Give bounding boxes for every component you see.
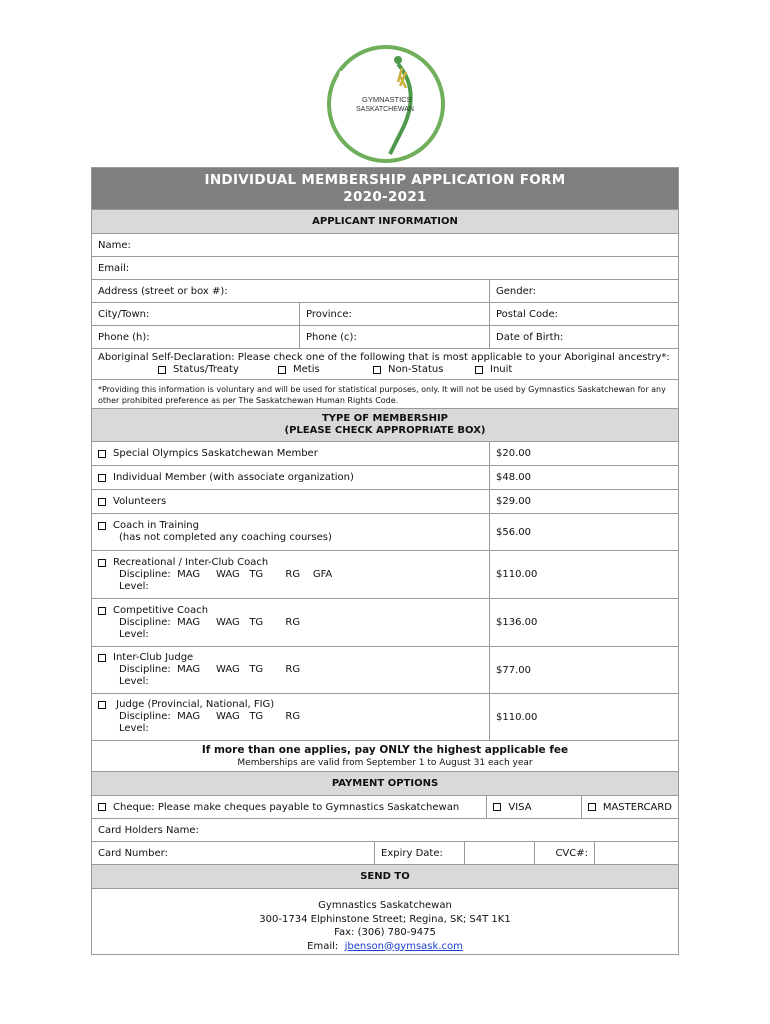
membership-option-label[interactable] bbox=[92, 694, 490, 740]
membership-header-line2: (PLEASE CHECK APPROPRIATE BOX) bbox=[284, 425, 486, 436]
membership-price: $48.00 bbox=[496, 472, 531, 483]
aboriginal-declaration bbox=[92, 349, 678, 379]
level-line[interactable]: Level: bbox=[119, 723, 149, 734]
option-text: Competitive Coach bbox=[113, 604, 209, 616]
logo-text-line1: GYMNASTICS bbox=[362, 95, 412, 104]
gender-field[interactable]: Gender: bbox=[496, 285, 537, 297]
membership-header-line1: TYPE OF MEMBERSHIP bbox=[321, 413, 449, 424]
option-text: Individual Member (with associate organization) bbox=[113, 472, 354, 483]
phone-cell-field[interactable]: Phone (c): bbox=[300, 326, 490, 348]
membership-option-label[interactable] bbox=[92, 551, 490, 598]
phone-row bbox=[92, 326, 678, 349]
membership-price: $110.00 bbox=[496, 711, 538, 723]
applicant-header-row bbox=[92, 210, 678, 234]
discipline-line[interactable]: Discipline: MAG WAG TG RG bbox=[119, 711, 301, 722]
checkbox-icon[interactable] bbox=[98, 522, 106, 530]
date-of-birth-field[interactable]: Date of Birth: bbox=[496, 331, 564, 343]
checkbox-icon[interactable] bbox=[98, 803, 106, 811]
checkbox-icon[interactable] bbox=[98, 607, 106, 615]
email-row[interactable] bbox=[92, 257, 678, 280]
form-title-block bbox=[92, 168, 678, 209]
membership-price: $110.00 bbox=[496, 569, 538, 580]
level-line[interactable]: Level: bbox=[119, 628, 149, 640]
discipline-line[interactable]: Discipline: MAG WAG TG RG bbox=[119, 664, 301, 675]
discipline-line[interactable]: Discipline: MAG WAG TG RG bbox=[119, 616, 301, 628]
city-field[interactable]: City/Town: bbox=[92, 303, 300, 325]
option-label: Inuit bbox=[490, 364, 513, 375]
level-line[interactable]: Level: bbox=[119, 676, 149, 687]
option-block bbox=[98, 652, 300, 688]
membership-option-label[interactable] bbox=[92, 514, 490, 550]
checkbox-icon[interactable] bbox=[98, 701, 106, 709]
title-row bbox=[92, 168, 678, 210]
option-text: Inter-Club Judge bbox=[113, 652, 194, 663]
checkbox-icon[interactable] bbox=[278, 366, 286, 374]
option-text: Special Olympics Saskatchewan Member bbox=[113, 448, 318, 459]
card-holder-row[interactable] bbox=[92, 819, 678, 842]
aboriginal-text: Aboriginal Self-Declaration: Please check one of the following that is most applicable to your Aboriginal ancestry*: bbox=[98, 352, 670, 363]
membership-option bbox=[92, 514, 678, 551]
province-field[interactable]: Province: bbox=[300, 303, 490, 325]
membership-form bbox=[91, 167, 679, 955]
city-row bbox=[92, 303, 678, 326]
option-lines bbox=[113, 652, 300, 688]
logo-text-line2: SASKATCHEWAN bbox=[356, 106, 414, 113]
validity-note: Memberships are valid from September 1 to August 31 each year bbox=[237, 758, 533, 768]
highest-fee-note: If more than one applies, pay ONLY the highest applicable fee bbox=[201, 744, 569, 756]
membership-price: $77.00 bbox=[496, 664, 531, 676]
membership-price: $29.00 bbox=[496, 496, 531, 507]
cvc-field[interactable] bbox=[595, 842, 678, 864]
checkbox-icon[interactable] bbox=[588, 803, 596, 811]
membership-option bbox=[92, 647, 678, 694]
postal-code-field[interactable]: Postal Code: bbox=[496, 308, 558, 320]
voluntary-note: *Providing this information is voluntary and will be used for statistical purposes, only. It will not be used by Gymnastics Saskatchewan for any other prohibited preference as per The Saskatchewan Human Rights Code. bbox=[98, 385, 666, 405]
option-label: Non-Status bbox=[388, 364, 444, 375]
email-line bbox=[92, 940, 678, 954]
checkbox-icon[interactable] bbox=[98, 474, 106, 482]
level-line[interactable]: Level: bbox=[119, 580, 149, 592]
option-block bbox=[98, 699, 300, 735]
option-text: Recreational / Inter-Club Coach bbox=[113, 556, 269, 568]
checkbox-icon[interactable] bbox=[98, 498, 106, 506]
visa-option[interactable] bbox=[487, 796, 581, 818]
membership-option-label[interactable] bbox=[92, 490, 490, 513]
aboriginal-options bbox=[98, 364, 672, 376]
name-field[interactable]: Name: bbox=[98, 239, 131, 251]
mastercard-option[interactable] bbox=[582, 796, 678, 818]
email-link[interactable]: jbenson@gymsask.com bbox=[344, 940, 463, 952]
send-to-row bbox=[92, 889, 678, 954]
option-subtext: (has not completed any coaching courses) bbox=[119, 532, 332, 543]
option-metis[interactable] bbox=[278, 364, 373, 376]
payment-header-row bbox=[92, 772, 678, 796]
checkbox-icon[interactable] bbox=[493, 803, 501, 811]
membership-option-label[interactable] bbox=[92, 647, 490, 693]
email-field[interactable]: Email: bbox=[98, 262, 130, 274]
fax-number: Fax: (306) 780-9475 bbox=[334, 927, 436, 938]
membership-option bbox=[92, 466, 678, 490]
aboriginal-row bbox=[92, 349, 678, 380]
card-number-row bbox=[92, 842, 678, 865]
address-row bbox=[92, 280, 678, 303]
option-text: Volunteers bbox=[113, 496, 167, 507]
card-holder-name-field[interactable]: Card Holders Name: bbox=[98, 824, 199, 836]
send-to-header: SEND TO bbox=[92, 865, 678, 888]
logo-ring bbox=[329, 47, 443, 161]
checkbox-icon[interactable] bbox=[98, 450, 106, 458]
membership-option-label[interactable] bbox=[92, 442, 490, 465]
checkbox-icon[interactable] bbox=[98, 654, 106, 662]
applicant-info-header: APPLICANT INFORMATION bbox=[92, 210, 678, 233]
fee-note-row bbox=[92, 741, 678, 772]
option-text: Judge (Provincial, National, FIG) bbox=[113, 699, 275, 710]
option-block bbox=[98, 557, 332, 593]
option-block bbox=[98, 605, 300, 641]
membership-option bbox=[92, 599, 678, 647]
address-field[interactable]: Address (street or box #): bbox=[92, 280, 490, 302]
form-title: INDIVIDUAL MEMBERSHIP APPLICATION FORM bbox=[204, 172, 566, 188]
payment-options-header: PAYMENT OPTIONS bbox=[92, 772, 678, 795]
cvc-label: CVC#: bbox=[535, 842, 595, 864]
option-status-treaty[interactable] bbox=[158, 364, 278, 376]
membership-option bbox=[92, 490, 678, 514]
cheque-option[interactable] bbox=[92, 796, 487, 818]
membership-option bbox=[92, 442, 678, 466]
membership-option-label[interactable] bbox=[92, 599, 490, 646]
option-lines bbox=[113, 557, 332, 593]
membership-header-row bbox=[92, 409, 678, 442]
form-year: 2020-2021 bbox=[343, 189, 427, 205]
fee-note-block bbox=[92, 741, 678, 771]
checkbox-icon[interactable] bbox=[373, 366, 381, 374]
org-name: Gymnastics Saskatchewan bbox=[318, 900, 452, 911]
membership-option-label[interactable] bbox=[92, 466, 490, 489]
note-row bbox=[92, 380, 678, 409]
option-text: Coach in Training bbox=[113, 520, 199, 531]
option-label: Metis bbox=[293, 364, 320, 375]
cheque-label: Cheque: Please make cheques payable to Gymnastics Saskatchewan bbox=[113, 801, 460, 813]
membership-option bbox=[92, 694, 678, 741]
card-number-field[interactable]: Card Number: bbox=[92, 842, 375, 864]
membership-option bbox=[92, 551, 678, 599]
checkbox-icon[interactable] bbox=[98, 559, 106, 567]
mastercard-label: MASTERCARD bbox=[602, 801, 672, 813]
option-non-status[interactable] bbox=[373, 364, 475, 376]
street-address: 300-1734 Elphinstone Street; Regina, SK; S4T 1K1 bbox=[259, 913, 511, 925]
send-to-header-row bbox=[92, 865, 678, 889]
membership-type-header bbox=[92, 409, 678, 441]
option-inuit[interactable] bbox=[475, 364, 512, 376]
checkbox-icon[interactable] bbox=[475, 366, 483, 374]
gymnastics-saskatchewan-logo bbox=[324, 42, 448, 166]
discipline-line[interactable]: Discipline: MAG WAG TG RG GFA bbox=[119, 568, 333, 580]
phone-home-field[interactable]: Phone (h): bbox=[92, 326, 300, 348]
option-label: Status/Treaty bbox=[173, 364, 239, 375]
email-label: Email: bbox=[307, 940, 345, 952]
visa-label: VISA bbox=[508, 801, 532, 813]
checkbox-icon[interactable] bbox=[158, 366, 166, 374]
expiry-date-label: Expiry Date: bbox=[375, 842, 465, 864]
name-row[interactable] bbox=[92, 234, 678, 257]
option-lines bbox=[113, 605, 300, 641]
send-to-address bbox=[92, 889, 678, 954]
option-lines bbox=[113, 699, 300, 735]
membership-price: $20.00 bbox=[496, 448, 531, 459]
membership-price: $136.00 bbox=[496, 617, 538, 628]
option-block bbox=[98, 520, 332, 544]
payment-method-row bbox=[92, 796, 678, 819]
expiry-date-field[interactable] bbox=[465, 842, 535, 864]
membership-price: $56.00 bbox=[496, 526, 531, 538]
option-lines bbox=[113, 520, 332, 544]
